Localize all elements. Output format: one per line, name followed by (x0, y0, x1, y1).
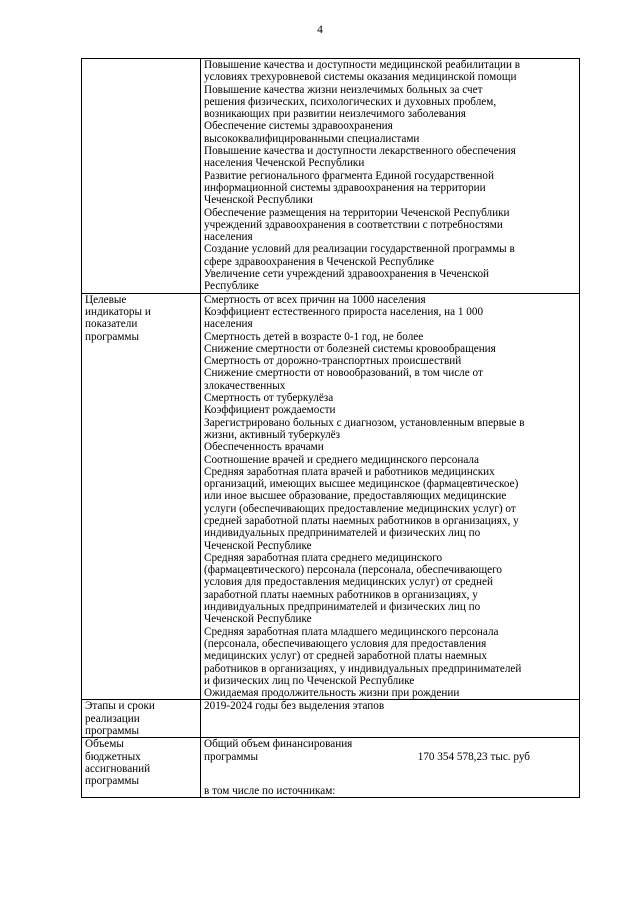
item-text-line: Средняя заработная плата среднего медицинского (204, 551, 443, 564)
item-text-line: Обеспеченность врачами (204, 441, 324, 454)
list-item (204, 306, 576, 331)
item-text-line: условиях трехуровневой системы оказания медицинской помощи (204, 71, 517, 84)
item-text-line: Коэффициент естественного прироста населения, на 1 000 (204, 305, 484, 318)
row-content-cell (201, 293, 580, 700)
list-item (204, 331, 576, 343)
item-text-line: Соотношение врачей и среднего медицинского персонала (204, 453, 479, 466)
item-text-line: учреждений здравоохранения в соответствии с потребностями (204, 218, 503, 231)
finance-label-cell (82, 738, 201, 798)
item-text-line: жизни, активный туберкулёз (204, 428, 341, 441)
list-item (204, 120, 576, 145)
finance-total-heading: Общий объем финансирования (204, 738, 353, 751)
row-label-cell (82, 293, 201, 700)
finance-spacer (204, 763, 576, 785)
row-label-line: индикаторы и (85, 305, 151, 318)
item-text-line: Повышение качества и доступности медицинской реабилитации в (204, 59, 521, 71)
list-item (204, 343, 576, 355)
table-row (82, 293, 580, 700)
table-row (82, 59, 580, 294)
row-label-line: программы (85, 725, 139, 738)
item-text-line: Республике (204, 280, 259, 293)
list-item (204, 404, 576, 416)
item-text-line: Снижение смертности от новообразований, в том числе от (204, 367, 483, 380)
row-content-cell (201, 59, 580, 294)
list-item (204, 294, 576, 306)
item-text-line: услуги (обеспечивающих предоставление медицинских услуг) от (204, 502, 516, 515)
item-text-line: Обеспечение размещения на территории Чеченской Республики (204, 206, 510, 219)
item-text-line: Средняя заработная плата врачей и работников медицинских (204, 465, 495, 478)
item-text-line: населения (204, 231, 253, 244)
list-item (204, 552, 576, 626)
list-item (204, 84, 576, 121)
item-text-line: организаций, имеющих высшее медицинское (фармацевтическое) (204, 478, 519, 491)
table-row (82, 700, 580, 738)
item-text-line: Снижение смертности от болезней системы кровообращения (204, 342, 496, 355)
item-text-line: заработной платы наемных работников в организациях, у (204, 588, 478, 601)
item-text-line: средней заработной платы наемных работников в организациях, у (204, 514, 519, 527)
list-item (204, 466, 576, 552)
item-text-line: Смертность от туберкулёза (204, 392, 334, 405)
item-text-line: Смертность от всех причин на 1000 населения (204, 293, 426, 306)
item-text-line: Развитие регионального фрагмента Единой государственной (204, 169, 494, 182)
finance-label-line: ассигнований (85, 762, 151, 775)
item-text-line: Зарегистрировано больных с диагнозом, установленным впервые в (204, 416, 525, 429)
row-label-line: показатели (85, 318, 138, 331)
item-text-line: Повышение качества и доступности лекарственного обеспечения (204, 145, 516, 158)
row-label-line: Целевые (85, 293, 127, 306)
list-item (204, 367, 576, 392)
item-text-line: высококвалифицированными специалистами (204, 132, 420, 145)
item-text-line: индивидуальных предпринимателей и физических лиц по (204, 527, 481, 540)
item-text-line: информационной системы здравоохранения на территории (204, 181, 486, 194)
list-item (204, 392, 576, 404)
item-text-line: медицинских услуг) от средней заработной платы наемных (204, 650, 487, 663)
item-text-line: работников в организациях, у индивидуальных предпринимателей (204, 662, 522, 675)
list-item (204, 243, 576, 268)
item-text-line: индивидуальных предпринимателей и физических лиц по (204, 601, 481, 614)
finance-label-line: программы (85, 775, 139, 788)
item-text-line: Смертность от дорожно-транспортных происшествий (204, 355, 462, 368)
item-text-line: Чеченской Республики (204, 194, 313, 207)
item-text-line: и физических лиц по Чеченской Республике (204, 674, 415, 687)
list-item (204, 626, 576, 687)
list-item (204, 207, 576, 244)
item-text-line: Чеченской Республике (204, 613, 312, 626)
item-text-line: злокачественных (204, 379, 286, 392)
page-number: 4 (317, 24, 323, 36)
finance-total-amount: 170 354 578,23 тыс. руб (417, 750, 530, 763)
row-label-cell (82, 700, 201, 738)
list-item (204, 268, 576, 293)
item-text-line: или иное высшее образование, предоставляющих медицинские (204, 490, 507, 503)
item-text-line: Создание условий для реализации государственной программы в (204, 243, 515, 256)
list-item (204, 454, 576, 466)
finance-program-label: программы (204, 750, 258, 763)
list-item (204, 355, 576, 367)
item-text-line: Смертность детей в возрасте 0-1 год, не более (204, 330, 424, 343)
item-text-line: 2019-2024 годы без выделения этапов (204, 700, 385, 713)
item-text-line: условия для предоставления медицинских услуг) от средней (204, 576, 493, 589)
row-label-cell (82, 59, 201, 294)
row-label-line: реализации (85, 712, 140, 725)
finance-row (82, 738, 580, 798)
item-text-line: возникающих при развитии неизлечимого заболевания (204, 108, 466, 121)
item-text-line: Обеспечение системы здравоохранения (204, 120, 393, 133)
item-text-line: решения физических, психологических и духовных проблем, (204, 95, 497, 108)
finance-sources-label: в том числе по источникам: (204, 784, 336, 797)
item-text-line: Повышение качества жизни неизлечимых больных за счет (204, 83, 483, 96)
finance-total-row (204, 751, 576, 763)
item-text-line: (персонала, обеспечивающего условия для предоставления (204, 637, 487, 650)
row-content-cell (201, 700, 580, 738)
item-text-line: сфере здравоохранения в Чеченской Республике (204, 255, 434, 268)
item-text-line: Ожидаемая продолжительность жизни при рождении (204, 687, 460, 700)
row-label-line: Этапы и сроки (85, 700, 155, 713)
program-passport-table (81, 58, 580, 798)
row-label-line: программы (85, 330, 139, 343)
list-item (204, 59, 576, 84)
item-text-line: населения Чеченской Республики (204, 157, 365, 170)
list-item (204, 417, 576, 442)
finance-label-line: Объемы (85, 738, 124, 751)
item-text-line: населения (204, 318, 253, 331)
item-text-line: Средняя заработная плата младшего медицинского персонала (204, 625, 499, 638)
item-text-line: Чеченской Республике (204, 539, 312, 552)
item-text-line: Коэффициент рождаемости (204, 404, 336, 417)
item-text-line: (фармацевтического) персонала (персонала, обеспечивающего (204, 564, 502, 577)
finance-label-line: бюджетных (85, 750, 141, 763)
list-item (204, 700, 576, 712)
list-item (204, 170, 576, 207)
list-item (204, 145, 576, 170)
item-text-line: Увеличение сети учреждений здравоохранения в Чеченской (204, 268, 490, 281)
list-item (204, 687, 576, 699)
list-item (204, 441, 576, 453)
finance-content-cell (201, 738, 580, 798)
